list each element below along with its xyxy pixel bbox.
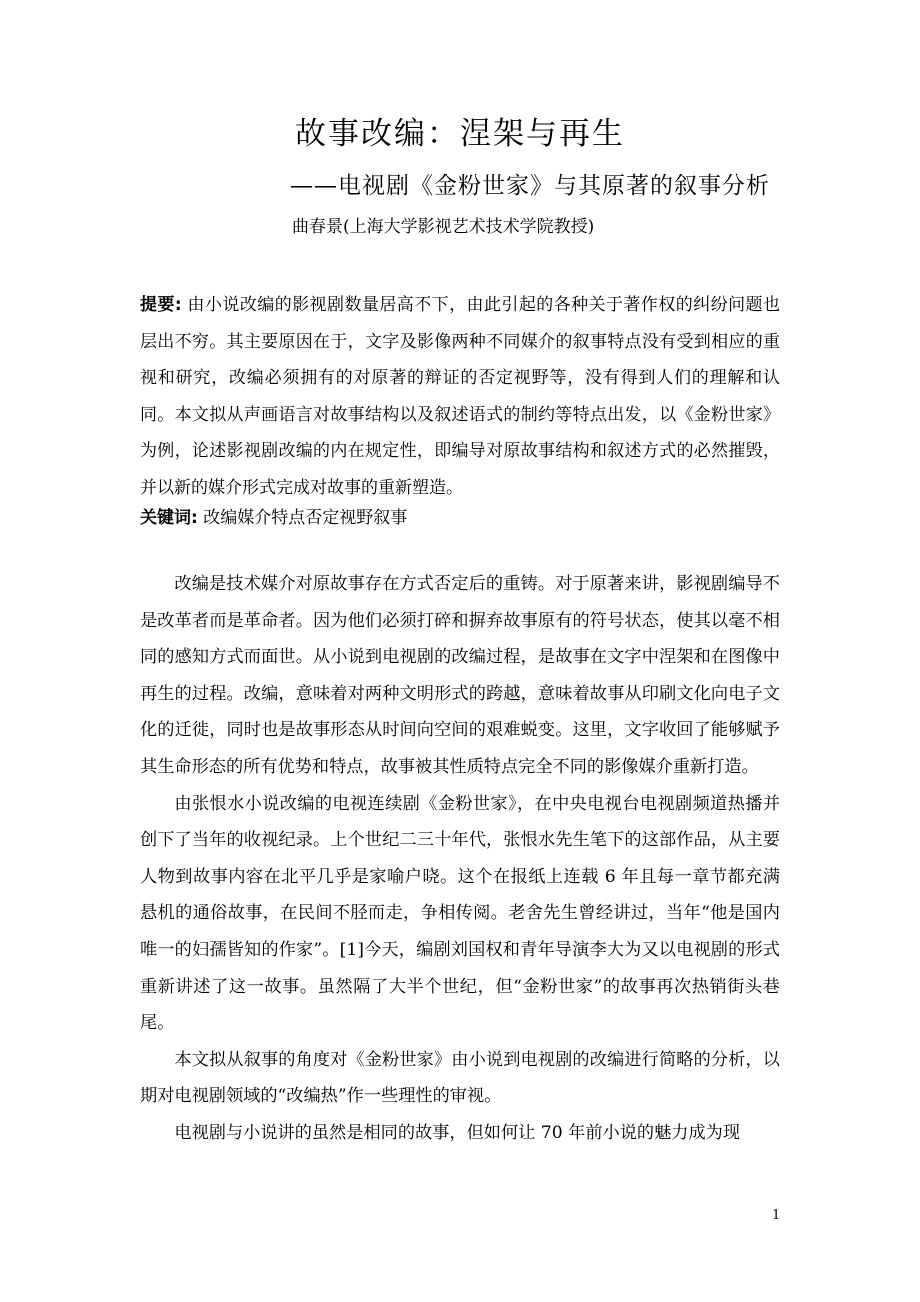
keywords — [140, 503, 780, 533]
abstract — [140, 287, 780, 507]
author-line: 曲春景(上海大学影视艺术技术学院教授) — [292, 217, 595, 237]
page-title: 故事改编：涅架与再生 — [295, 116, 625, 152]
body-paragraph-1: 改编是技术媒介对原故事存在方式否定后的重铸。对于原著来讲，影视剧编导不是改革者而是革命者。因为他们必须打碎和摒弃故事原有的符号状态，使其以毫不相同的感知方式而面世。从小说到电视剧的改编过程，是故事在文字中涅架和在图像中再生的过程。改编，意味着对两种文明形式的跨越，意味着故事从印刷文化向电子文化的迁徙，同时也是故事形态从时间向空间的艰难蜕变。这里，文字收回了能够赋予其生命形态的所有优势和特点，故事被其性质特点完全不同的影像媒介重新打造。 — [140, 574, 780, 777]
body-paragraph-4: 电视剧与小说讲的虽然是相同的故事，但如何让 70 年前小说的魅力成为现 — [174, 1122, 741, 1143]
body-paragraph-3: 本文拟从叙事的角度对《金粉世家》由小说到电视剧的改编进行简略的分析，以期对电视剧领域的“改编热”作一些理性的审视。 — [140, 1049, 780, 1107]
keywords-label: 关键词: — [140, 508, 198, 528]
page-number: 1 — [772, 1208, 781, 1223]
keywords-text: 改编媒介特点否定视野叙事 — [197, 508, 408, 528]
abstract-text: 由小说改编的影视剧数量居高不下，由此引起的各种关于著作权的纠纷问题也层出不穷。其主要原因在于，文字及影像两种不同媒介的叙事特点没有受到相应的重视和研究，改编必须拥有的对原著的辩证的否定视野等，没有得到人们的理解和认同。本文拟从声画语言对故事结构以及叙述语式的制约等特点出发，以《金粉世家》为例，论述影视剧改编的内在规定性，即编导对原故事结构和叙述方式的必然摧毁，并以新的媒介形式完成对故事的重新塑造。 — [140, 295, 780, 498]
abstract-label: 提要: — [140, 295, 182, 315]
body-paragraph-2: 由张恨水小说改编的电视连续剧《金粉世家》，在中央电视台电视剧频道热播并创下了当年的收视纪录。上个世纪二三十年代，张恨水先生笔下的这部作品，从主要人物到故事内容在北平几乎是家喻户晓。这个在报纸上连载 6 年且每一章节都充满悬机的通俗故事，在民间不胫而走，争相传阅。老舍先生曾经讲过，当年“他是国内唯一的妇孺皆知的作家”。[1]今天，编剧刘国权和青年导演李大为又以电视剧的形式重新讲述了这一故事。虽然隔了大半个世纪，但“金粉世家”的故事再次热销街头巷尾。 — [140, 793, 780, 1034]
page-subtitle: ——电视剧《金粉世家》与其原著的叙事分析 — [290, 173, 770, 199]
body-text — [140, 566, 780, 1152]
